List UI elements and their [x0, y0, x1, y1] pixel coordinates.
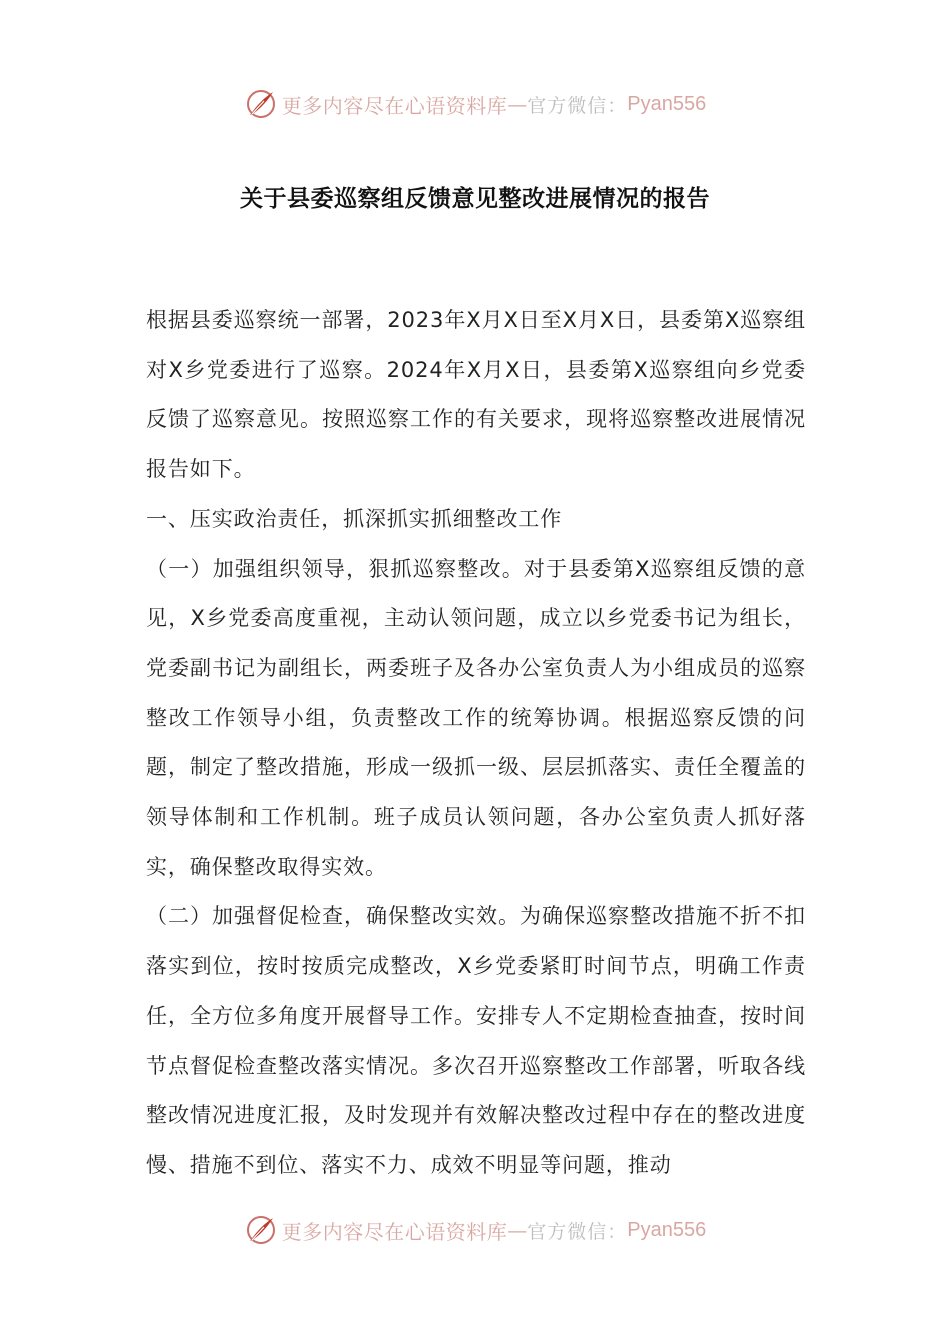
watermark-separator: — — [507, 1218, 528, 1242]
document-title: 关于县委巡察组反馈意见整改进展情况的报告 — [240, 186, 710, 212]
watermark-text: 更多内容尽在心语资料库 — [281, 1219, 508, 1244]
quill-logo-icon — [244, 87, 278, 121]
watermark-text: 更多内容尽在心语资料库 — [281, 93, 508, 118]
quill-logo-icon — [244, 1213, 278, 1247]
paragraph-subsection-2: （二）加强督促检查，确保整改实效。为确保巡察整改措施不折不扣落实到位，按时按质完成整改，X乡党委紧盯时间节点，明确工作责任，全方位多角度开展督导工作。安排专人不定期检查抽查，按时间节点督促检查整改落实情况。多次召开巡察整改工作部署，听取各线整改情况进度汇报，及时发现并有效解决整改过程中存在的整改进度慢、措施不到位、落实不力、成效不明显等问题，推动 — [146, 904, 806, 1177]
document-body — [146, 296, 806, 1191]
paragraph-subsection-1: （一）加强组织领导，狠抓巡察整改。对于县委第X巡察组反馈的意见，X乡党委高度重视，主动认领问题，成立以乡党委书记为组长，党委副书记为副组长，两委班子及各办公室负责人为小组成员的巡察整改工作领导小组，负责整改工作的统筹协调。根据巡察反馈的问题，制定了整改措施，形成一级抓一级、层层抓落实、责任全覆盖的领导体制和工作机制。班子成员认领问题，各办公室负责人抓好落实，确保整改取得实效。 — [146, 556, 806, 879]
watermark-separator: — — [507, 92, 528, 116]
section-heading-1: 一、压实政治责任，抓深抓实抓细整改工作 — [146, 506, 563, 531]
paragraph-intro: 根据县委巡察统一部署，2023年X月X日至X月X日，县委第X巡察组对X乡党委进行了巡察。2024年X月X日，县委第X巡察组向乡党委反馈了巡察意见。按照巡察工作的有关要求，现将巡察整改进展情况报告如下。 — [146, 308, 806, 482]
watermark-wechat-id: Pyan556 — [627, 1218, 707, 1241]
header-watermark-banner — [0, 84, 950, 124]
footer-watermark-banner — [0, 1210, 950, 1250]
watermark-wechat-id: Pyan556 — [627, 92, 707, 115]
watermark-wechat-label: 官方微信： — [527, 94, 628, 117]
watermark-wechat-label: 官方微信： — [527, 1220, 628, 1243]
